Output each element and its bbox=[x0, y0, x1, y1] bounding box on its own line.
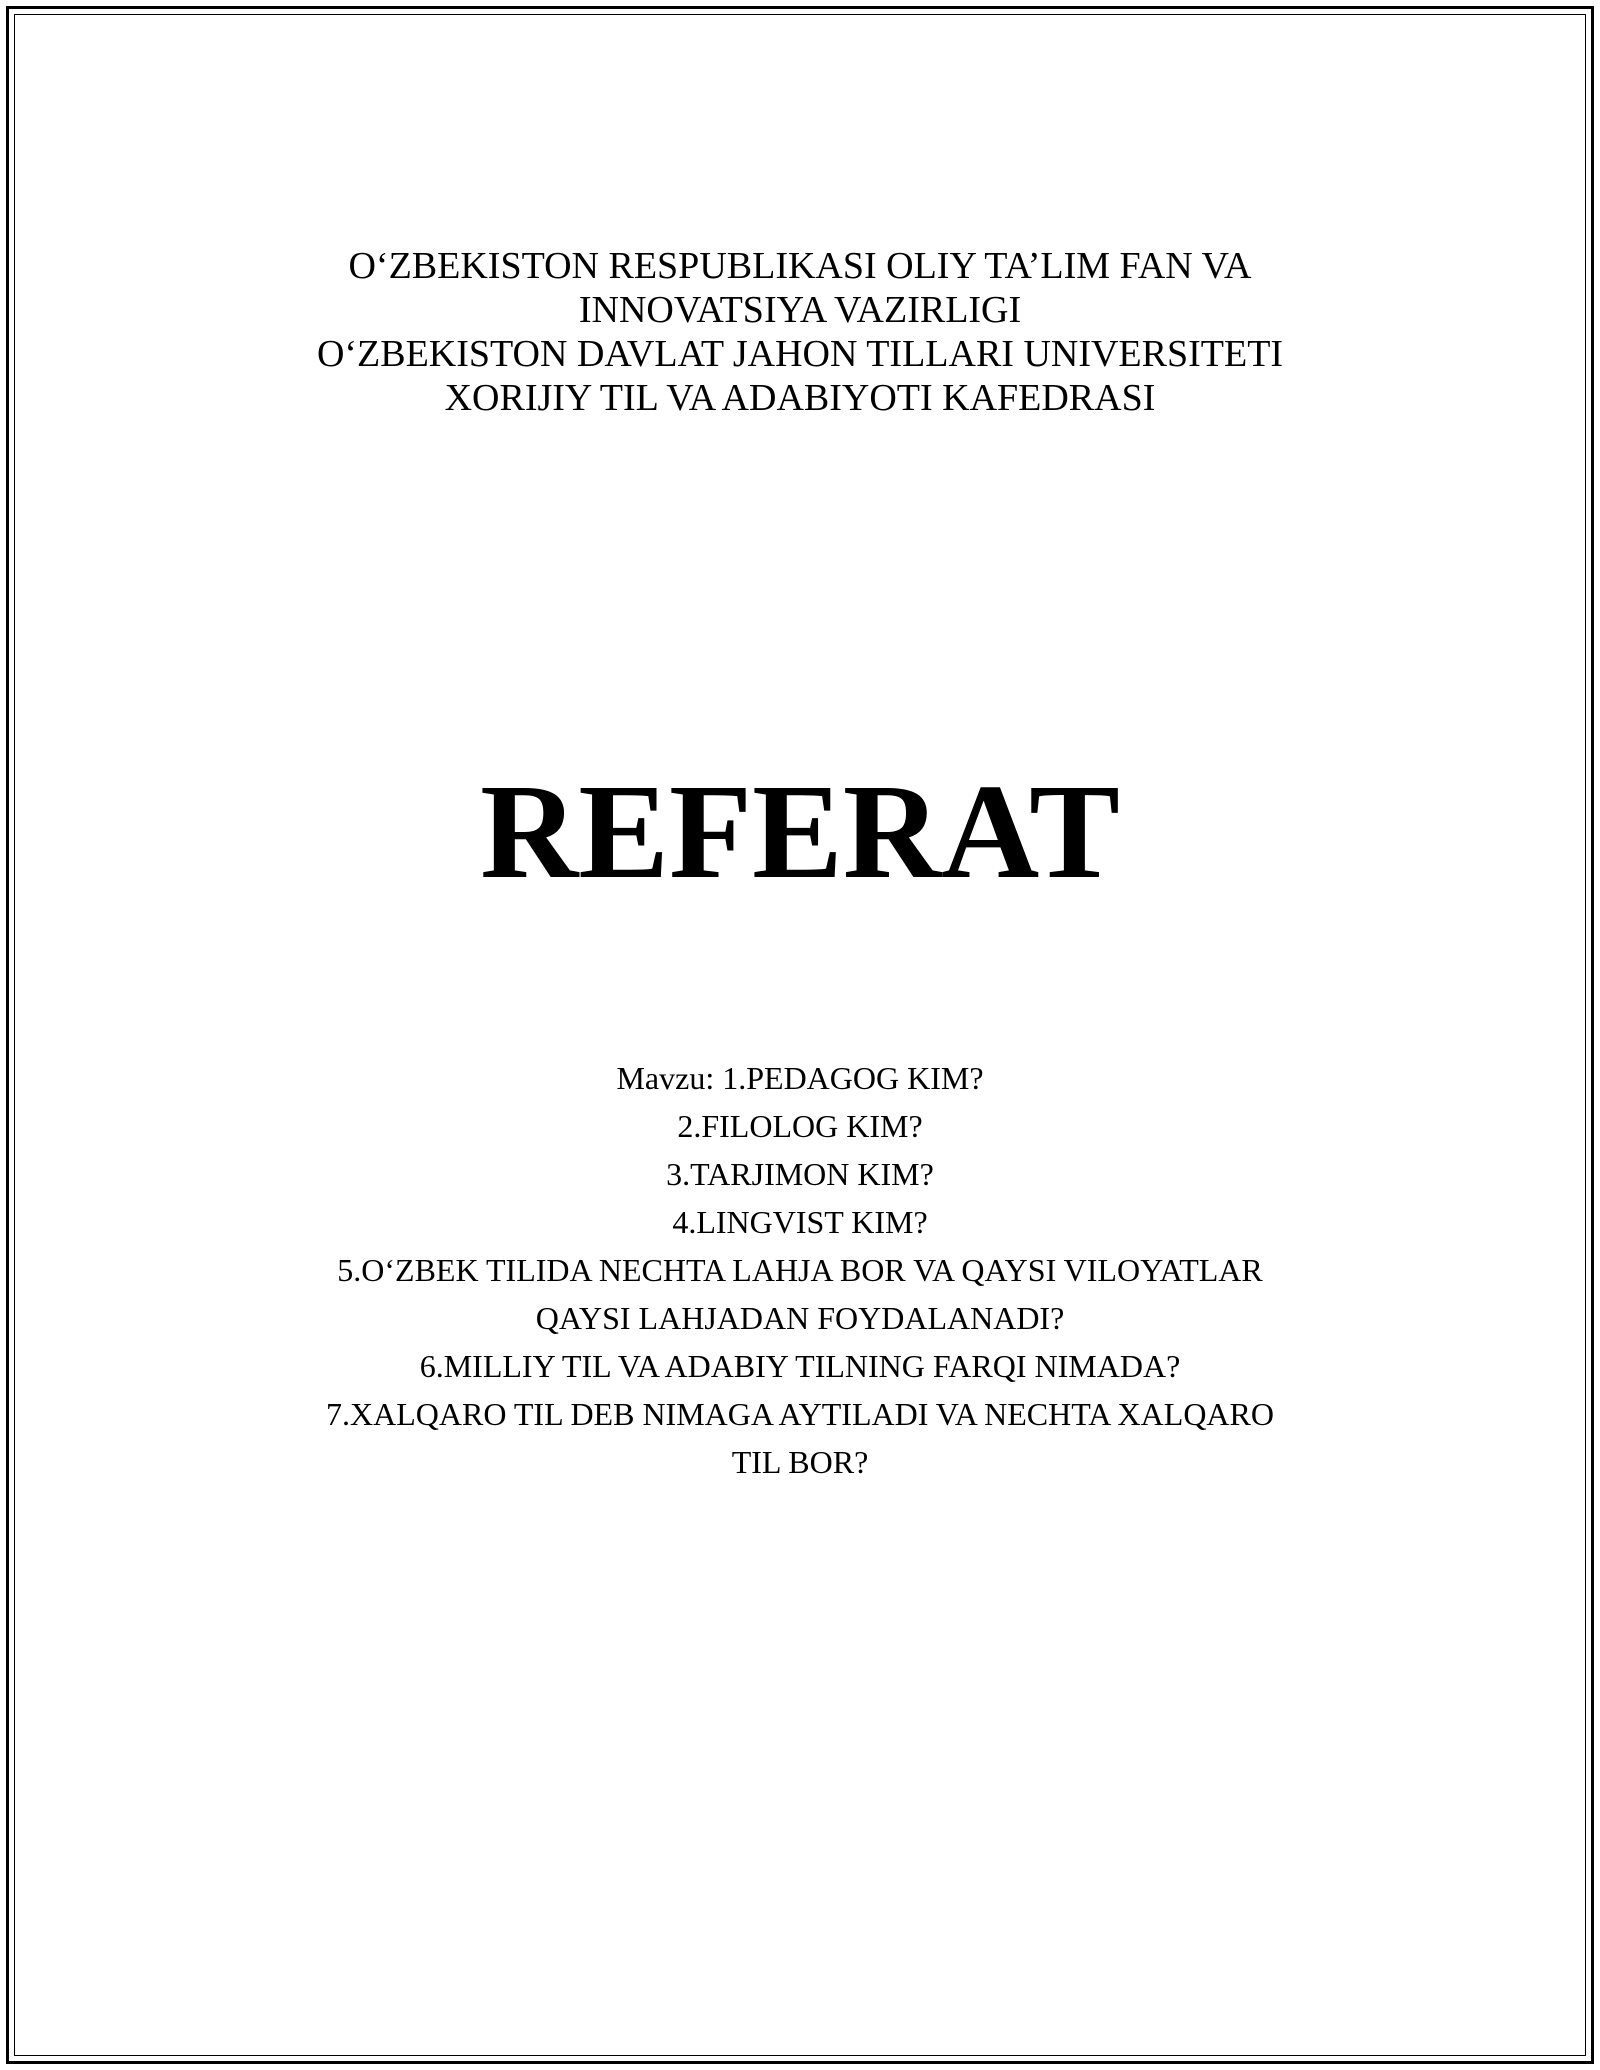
header-line-university: O‘ZBEKISTON DAVLAT JAHON TILLARI UNIVERSITETI bbox=[316, 333, 1284, 375]
topic-line: Mavzu: 1.PEDAGOG KIM? bbox=[616, 1060, 984, 1096]
topic-line: TIL BOR? bbox=[731, 1444, 869, 1480]
topic-line: 7.XALQARO TIL DEB NIMAGA AYTILADI VA NECHTA XALQARO bbox=[326, 1396, 1274, 1432]
topic-line: 6.MILLIY TIL VA ADABIY TILNING FARQI NIMADA? bbox=[419, 1348, 1181, 1384]
header-line-ministry-1: O‘ZBEKISTON RESPUBLIKASI OLIY TA’LIM FAN VA bbox=[348, 245, 1252, 287]
topic-line: 5.O‘ZBEK TILIDA NECHTA LAHJA BOR VA QAYSI VILOYATLAR bbox=[337, 1252, 1263, 1288]
topic-line: QAYSI LAHJADAN FOYDALANADI? bbox=[535, 1300, 1065, 1336]
topic-line: 2.FILOLOG KIM? bbox=[677, 1108, 923, 1144]
institution-header bbox=[0, 244, 1600, 420]
document-title: REFERAT bbox=[480, 757, 1120, 907]
topic-line: 4.LINGVIST KIM? bbox=[672, 1204, 928, 1240]
header-line-department: XORIJIY TIL VA ADABIYOTI KAFEDRASI bbox=[444, 377, 1156, 419]
topics-list bbox=[0, 1054, 1600, 1486]
topic-line: 3.TARJIMON KIM? bbox=[666, 1156, 934, 1192]
header-line-ministry-2: INNOVATSIYA VAZIRLIGI bbox=[578, 289, 1022, 331]
